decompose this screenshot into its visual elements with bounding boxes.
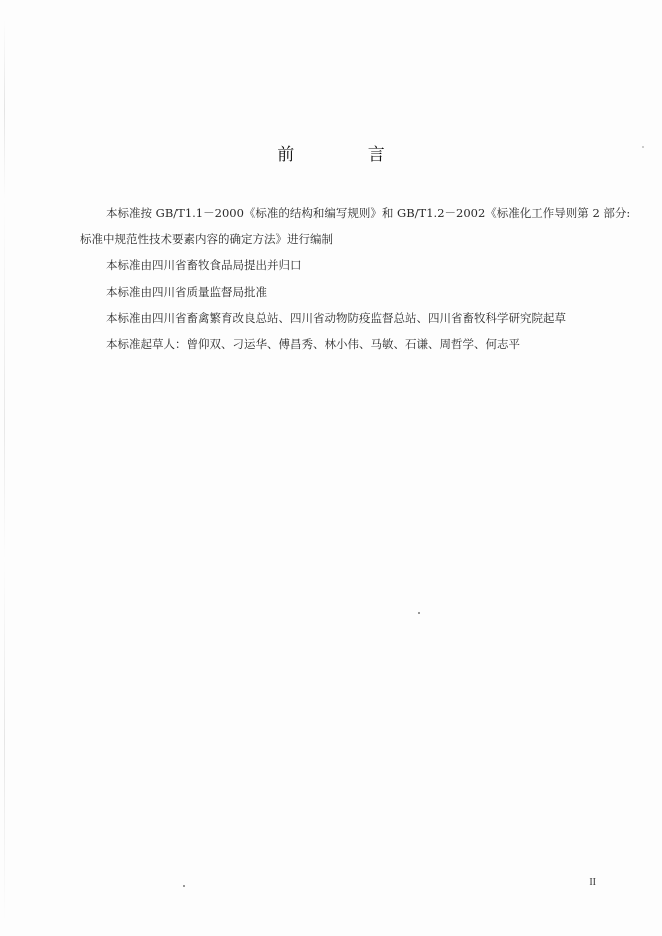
scan-speck <box>418 612 420 614</box>
paragraph-drafters: 本标准起草人：曾仰双、刁运华、傅昌秀、林小伟、马敏、石谦、周哲学、何志平 <box>106 337 520 351</box>
paragraph-proposer: 本标准由四川省畜牧食品局提出并归口 <box>106 258 302 272</box>
scan-speck <box>642 146 644 148</box>
paragraph-standard-basis-line2: 标准中规范性技术要素内容的确定方法》进行编制 <box>80 232 333 246</box>
paragraph-approver: 本标准由四川省质量监督局批准 <box>106 285 267 299</box>
page-title: 前 言 <box>277 145 419 165</box>
page-number: II <box>589 877 596 888</box>
scan-speck <box>183 885 185 887</box>
paragraph-drafting-units: 本标准由四川省畜禽繁育改良总站、四川省动物防疫监督总站、四川省畜牧科学研究院起草 <box>106 311 566 325</box>
paragraph-standard-basis-line1: 本标准按 GB/T1.1－2000《标准的结构和编写规则》和 GB/T1.2－2002《标准化工作导则第 2 部分: <box>106 206 631 220</box>
